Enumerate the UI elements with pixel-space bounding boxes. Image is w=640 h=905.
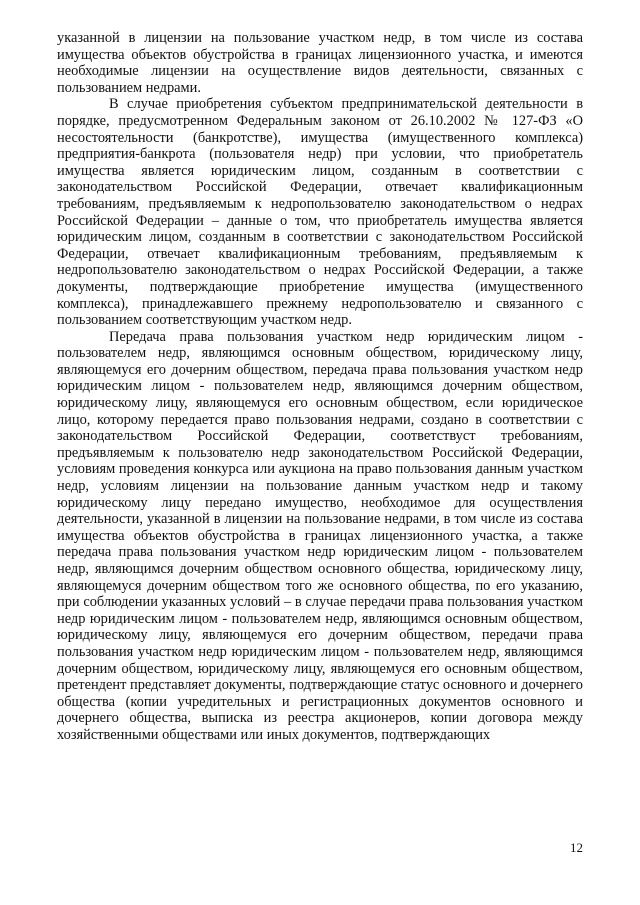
- page-body: [57, 30, 583, 744]
- paragraph-right-transfer: Передача права пользования участком недр юридическим лицом - пользователем недр, являющимся основным обществом, юридическому лицу, являющемуся его дочерним обществом, передача права пользования участком недр юридическим лицом - пользователем недр, являющимся дочерним обществом, юридическому лицу, являющемуся его основным обществом, если юридическое лицо, которому передается право пользования недрами, создано в соответствии с законодательством Российской Федерации, соответствуст требованиям, предъявляемым к пользователю недр законодательством Российской Федерации, условиям проведения конкурса или аукциона на право пользования данным участком недр, условиям лицензии на пользование данным участком недр и такому юридическому лицу передано имущество, необходимое для осуществления деятельности, указанной в лицензии на пользование недрами, в том числе из состава имущества объектов обустройства в границах лицензионного участка, а также передача права пользования участком недр юридическим лицом - пользователем недр, являющимся дочерним обществом основного общества, юридическому лицу, являющемуся дочерним обществом того же основного общества, по его указанию, при соблюдении указанных условий – в случае передачи права пользования участком недр юридическим лицом - пользователем недр, являющимся основным обществом, юридическому лицу, являющемуся его дочерним обществом, передачи права пользования участком недр юридическим лицом - пользователем недр, являющимся дочерним обществом, юридическому лицу, являющемуся его основным обществом, претендент представляет документы, подтверждающие статус основного и дочернего общества (копии учредительных и регистрационных документов основного и дочернего общества, выписка из реестра акционеров, копии договора между хозяйственными обществами или иных документов, подтверждающих: [57, 328, 583, 743]
- paragraph-bankruptcy-acquisition: В случае приобретения субъектом предпринимательской деятельности в порядке, предусмотренном Федеральным законом от 26.10.2002 № 127-ФЗ «О несостоятельности (банкротстве), имущества (имущественного комплекса) предприятия-банкрота (пользователя недр) при условии, что приобретатель имущества является юридическим лицом, созданным в соответствии с законодательством Российской Федерации, отвечает квалификационным требованиям, предъявляемым к недропользователю законодательством о недрах Российской Федерации – данные о том, что приобретатель имущества является юридическим лицом, созданным в соответствии с законодательством Российской Федерации, отвечает квалификационным требованиям, предъявляемым к недропользователю законодательством о недрах Российской Федерации, а также документы, подтверждающие приобретение имущества (имущественного комплекса), принадлежавшего прежнему недропользователю и связанного с пользованием соответствующим участком недр.: [57, 96, 583, 329]
- paragraph-continuation: указанной в лицензии на пользование участком недр, в том числе из состава имущества объектов обустройства в границах лицензионного участка, и имеются необходимые лицензии на осуществление видов деятельности, связанных с пользованием недрами.: [57, 30, 583, 96]
- page-number: 12: [570, 840, 583, 855]
